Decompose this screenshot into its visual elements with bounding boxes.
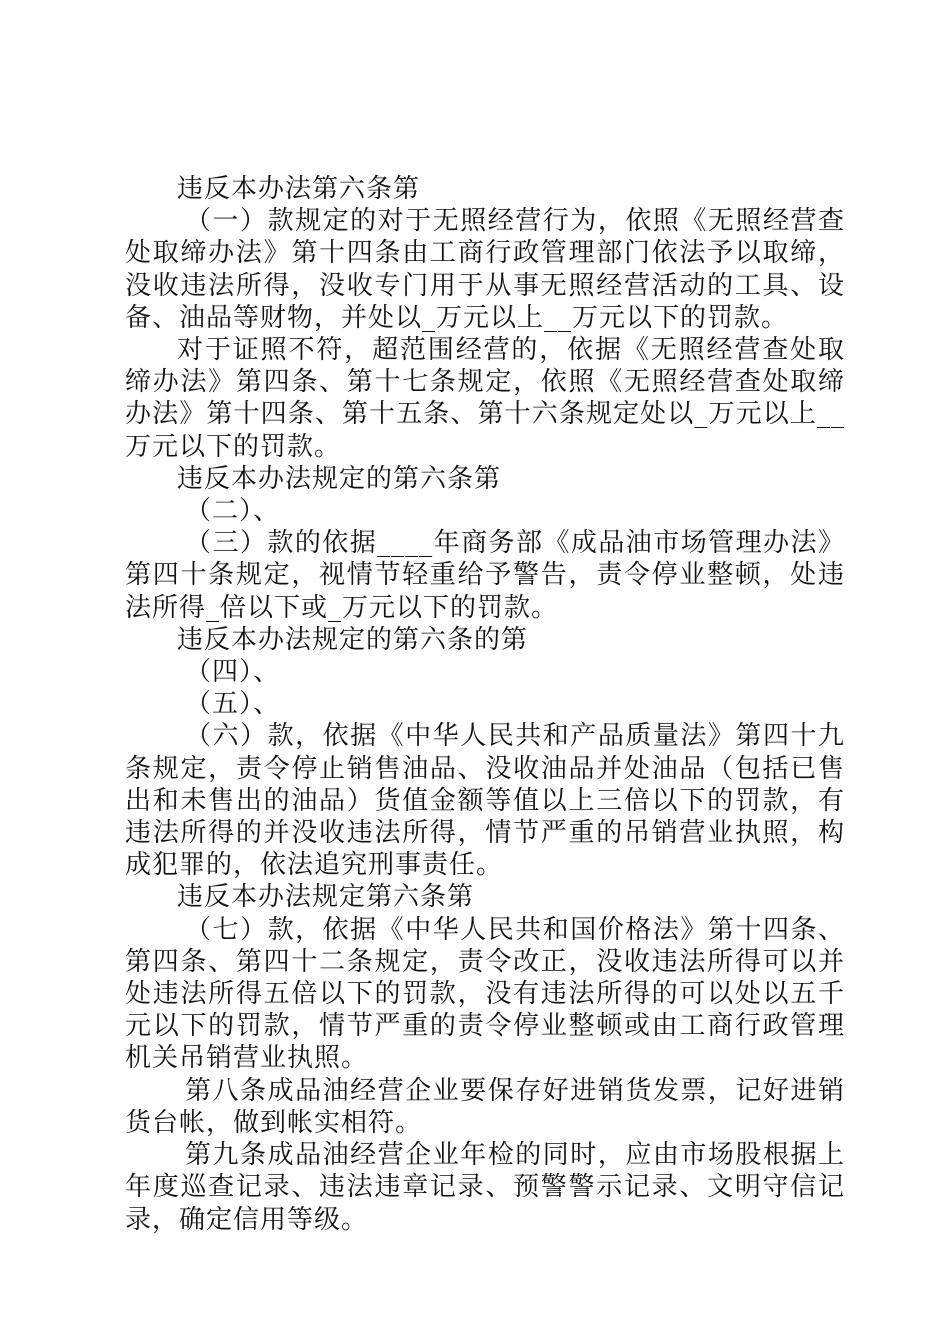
paragraph-7: 违反本办法规定的第六条的第 [177, 624, 529, 655]
paragraph-9: （五）、 [185, 689, 281, 720]
paragraph-3: 对于证照不符，超范围经营的，依据《无照经营查处取缔办法》第四条、第十七条规定，依照《无照经营查处取缔办法》第十四条、第十五条、第十六条规定处以_万元以上__万元以下的罚款。 [125, 335, 845, 462]
paragraph-6: （三）款的依据____年商务部《成品油市场管理办法》第四十条规定，视情节轻重给予警告，责令停业整顿，处违法所得_倍以下或_万元以下的罚款。 [125, 528, 845, 623]
paragraph-1: 违反本办法第六条第 [177, 174, 421, 204]
paragraph-5: （二）、 [185, 496, 281, 527]
paragraph-10: （六）款，依据《中华人民共和产品质量法》第四十九条规定，责令停止销售油品、没收油品并处油品（包括已售出和未售出的油品）货值金额等值以上三倍以下的罚款，有违法所得的并没收违法所得，情节严重的吊销营业执照，构成犯罪的，依法追究刑事责任。 [125, 721, 845, 881]
paragraph-14: 第九条成品油经营企业年检的同时，应由市场股根据上年度巡查记录、违法违章记录、预警警示记录、文明守信记录，确定信用等级。 [125, 1140, 845, 1235]
paragraph-11: 违反本办法规定第六条第 [177, 882, 475, 913]
paragraph-8: （四）、 [185, 657, 281, 688]
document-body [125, 173, 845, 1236]
paragraph-2: （一）款规定的对于无照经营行为，依照《无照经营查处取缔办法》第十四条由工商行政管理部门依法予以取缔，没收违法所得，没收专门用于从事无照经营活动的工具、设备、油品等财物，并处以_万元以上__万元以下的罚款。 [125, 206, 845, 333]
paragraph-4: 违反本办法规定的第六条第 [177, 463, 502, 494]
paragraph-12: （七）款，依据《中华人民共和国价格法》第十四条、第四条、第四十二条规定，责令改正，没收违法所得可以并处违法所得五倍以下的罚款，没有违法所得的可以处以五千元以下的罚款，情节严重的责令停业整顿或由工商行政管理机关吊销营业执照。 [125, 914, 845, 1074]
paragraph-13: 第八条成品油经营企业要保存好进销货发票，记好进销货台帐，做到帐实相符。 [125, 1075, 845, 1138]
